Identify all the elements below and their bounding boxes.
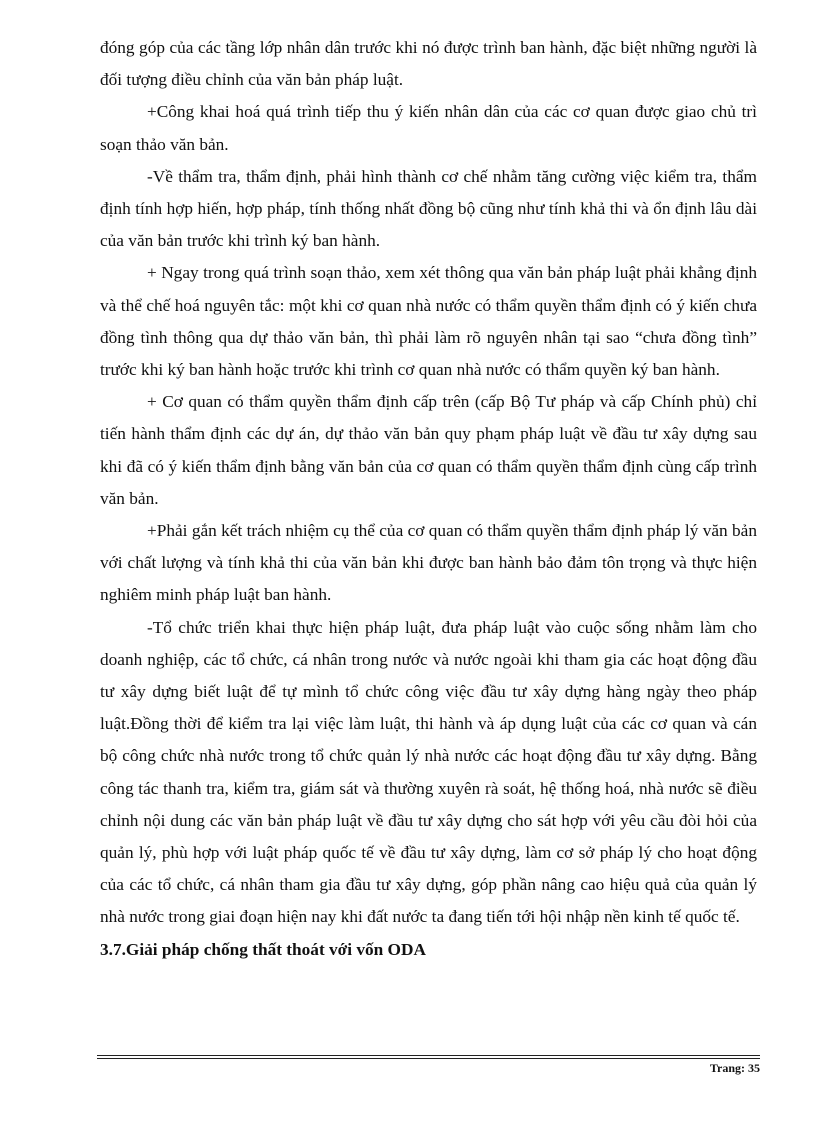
paragraph-continuation: đóng góp của các tầng lớp nhân dân trước khi nó được trình ban hành, đặc biệt những người là đối tượng điều chỉnh của văn bản pháp luật. [100, 38, 757, 90]
document-body [100, 32, 757, 966]
paragraph-drafting: + Ngay trong quá trình soạn thảo, xem xét thông qua văn bản pháp luật phải khẳng định và thể chế hoá nguyên tắc: một khi cơ quan nhà nước có thẩm quyền thẩm định có ý kiến chưa đồng tình thông qua dự thảo văn bản, thì phải làm rõ nguyên nhân tại sao “chưa đồng tình” trước khi ký ban hành hoặc trước khi trình cơ quan nhà nước có thẩm quyền ký ban hành. [100, 263, 757, 380]
footer-divider [97, 1055, 760, 1056]
paragraph-implementation: -Tổ chức triển khai thực hiện pháp luật, đưa pháp luật vào cuộc sống nhằm làm cho doanh nghiệp, các tổ chức, cá nhân trong nước và nước ngoài khi tham gia các hoạt động đầu tư xây dựng biết luật để tự mình tổ chức công việc đầu tư xây dựng hàng ngày theo pháp luật.Đồng thời để kiểm tra lại việc làm luật, thi hành và áp dụng luật của các cơ quan và cán bộ công chức nhà nước trong tổ chức quản lý nhà nước các hoạt động đầu tư xây dựng. Bằng công tác thanh tra, kiểm tra, giám sát và thường xuyên rà soát, hệ thống hoá, nhà nước sẽ điều chỉnh nội dung các văn bản pháp luật về đầu tư xây dựng cho sát hợp với yêu cầu đòi hỏi của quản lý, phù hợp với luật pháp quốc tế về đầu tư xây dựng, làm cơ sở pháp lý cho hoạt động của các tổ chức, cá nhân tham gia đầu tư xây dựng, góp phần nâng cao hiệu quả của quản lý nhà nước trong giai đoạn hiện nay khi đất nước ta đang tiến tới hội nhập nền kinh tế quốc tế. [100, 617, 757, 927]
paragraph-public-disclosure: +Công khai hoá quá trình tiếp thu ý kiến nhân dân của các cơ quan được giao chủ trì soạn thảo văn bản. [100, 102, 757, 154]
paragraph-responsibility: +Phải gắn kết trách nhiệm cụ thể của cơ quan có thẩm quyền thẩm định pháp lý văn bản với chất lượng và tính khả thi của văn bản khi được ban hành bảo đảm tôn trọng và thực hiện nghiêm minh pháp luật ban hành. [100, 521, 757, 605]
section-heading: 3.7.Giải pháp chống thất thoát với vốn ODA [100, 939, 426, 959]
page-number: Trang: 35 [709, 1061, 760, 1075]
footer-divider-secondary [97, 1058, 760, 1059]
paragraph-verification: -Về thẩm tra, thẩm định, phải hình thành cơ chế nhằm tăng cường việc kiểm tra, thẩm định tính hợp hiến, hợp pháp, tính thống nhất đồng bộ cũng như tính khả thi và ổn định lâu dài của văn bản trước khi trình ký ban hành. [100, 166, 757, 251]
paragraph-higher-authority: + Cơ quan có thẩm quyền thẩm định cấp trên (cấp Bộ Tư pháp và cấp Chính phủ) chỉ tiến hành thẩm định các dự án, dự thảo văn bản quy phạm pháp luật về đầu tư xây dựng sau khi đã có ý kiến thẩm định bằng văn bản của cơ quan có thẩm quyền thẩm định cùng cấp trình văn bản. [100, 392, 757, 508]
